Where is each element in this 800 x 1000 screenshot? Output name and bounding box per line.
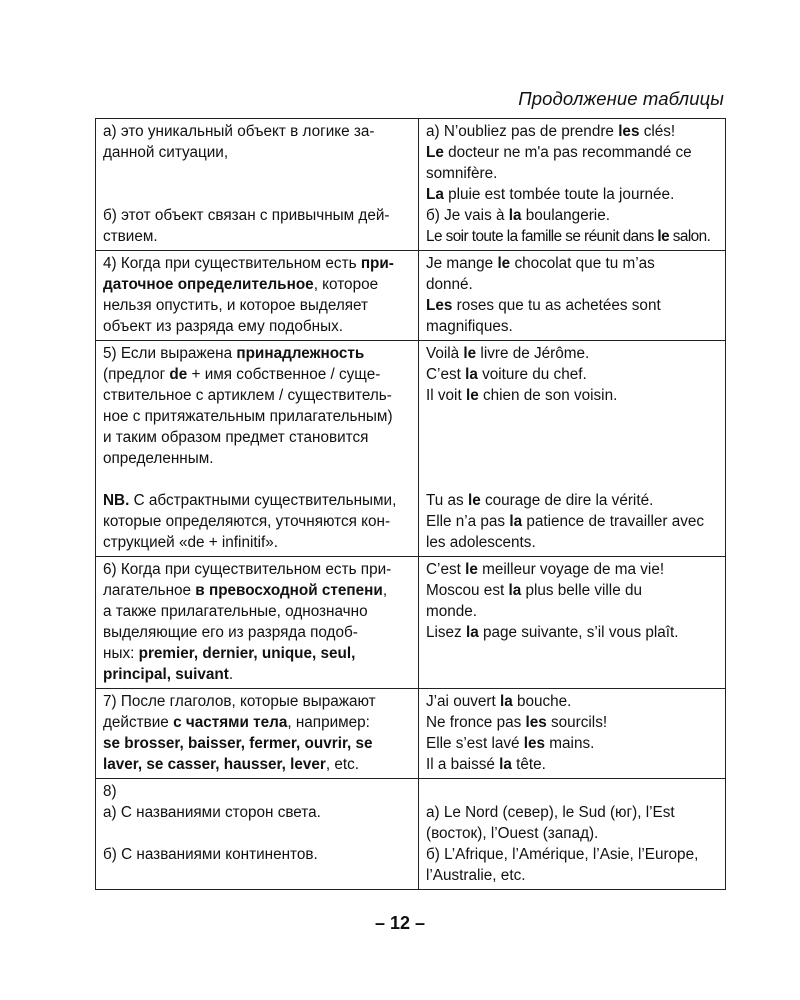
text-line [426,121,719,142]
text-line [103,532,412,553]
text-segment: courage de dire la vérité. [480,492,654,509]
text-segment: а) С названиями сторон света. [103,804,321,821]
text-line [426,559,719,580]
table-row [96,557,726,689]
text-line [426,205,719,226]
text-segment: действие [103,714,174,731]
bold-term: la [508,207,522,224]
line-spacer [426,448,719,469]
bold-term: принадлежность [236,345,365,362]
line-spacer [103,163,412,184]
rule-cell [96,689,419,779]
text-segment: mains. [545,735,595,752]
bold-term: le [497,255,511,272]
text-segment: Lisez [426,624,466,641]
text-line [103,316,412,337]
text-line [103,253,412,274]
text-segment: tête. [511,756,546,773]
text-segment: , например: [287,714,370,731]
text-segment: chien de son voisin. [478,387,618,404]
text-line [103,559,412,580]
article-rules-table [95,118,726,890]
text-segment: patience de travailler avec [522,513,705,530]
text-line [103,274,412,295]
line-spacer [103,823,412,844]
bold-term: NB. [103,492,130,509]
text-segment: Elle n’a pas [426,513,510,530]
text-line [426,142,719,163]
example-cell [419,251,726,341]
text-line [426,226,719,247]
text-segment: chocolat que tu m’as [510,255,655,272]
table-continuation-caption: Продолжение таблицы [518,88,724,109]
bold-term: la [499,756,512,773]
rule-cell [96,341,419,557]
text-line [103,364,412,385]
text-line [426,754,719,775]
text-segment: clés! [639,123,676,140]
bold-term: la [509,513,523,530]
text-segment: ствительное с артиклем / существитель- [103,387,392,404]
text-segment: Ne fronce pas [426,714,526,731]
text-segment: voiture du chef. [477,366,587,383]
text-segment: Le soir toute la famille se réunit dans [426,228,658,245]
line-spacer [426,427,719,448]
text-line [426,532,719,553]
text-segment: Voilà [426,345,464,362]
text-line [103,622,412,643]
text-segment: а) это уникальный объект в логике за- [103,123,375,140]
bold-term: даточное определительное [103,276,314,293]
text-line [426,163,719,184]
text-line [426,601,719,622]
text-segment: meilleur voyage de ma vie! [477,561,665,578]
text-line [103,295,412,316]
bold-term: laver, se casser, hausser, lever [103,756,326,773]
page-number: – 12 – [374,913,426,933]
text-segment: б) L’Afrique, l’Amérique, l’Asie, l’Europe, [426,846,699,863]
table-row [96,779,726,890]
text-line [426,865,719,886]
text-segment: sourcils! [546,714,608,731]
bold-term: Les [426,297,453,314]
text-segment: bouche. [512,693,572,710]
bold-term: le [465,561,478,578]
text-line [103,427,412,448]
text-line [426,823,719,844]
text-segment: . [228,666,234,683]
text-line [103,664,412,685]
bold-term: le [463,345,477,362]
rule-cell [96,557,419,689]
text-segment: J’ai ouvert [426,693,500,710]
rule-cell [96,119,419,251]
text-segment: струкцией «de + infinitif». [103,534,279,551]
bold-term: с частями тела [173,714,288,731]
bold-term: La [426,186,444,203]
bold-term: les [523,735,546,752]
text-line [103,712,412,733]
text-line [103,343,412,364]
text-segment: ствием. [103,228,158,245]
text-segment: l’Australie, etc. [426,867,526,884]
text-segment: , которое [313,276,379,293]
text-segment: лагательное [103,582,196,599]
line-spacer [426,406,719,427]
example-cell [419,689,726,779]
text-segment: ных: [103,645,139,662]
text-line [426,343,719,364]
text-segment: б) этот объект связан с привычным дей- [103,207,390,224]
bold-term: при- [360,255,394,272]
bold-term: le [465,387,479,404]
text-segment: нельзя опустить, и которое выделяет [103,297,369,314]
bold-term: premier, dernier, unique, seul, [138,645,356,662]
text-segment: 6) Когда при существительном есть при- [103,561,392,578]
bold-term: la [499,693,513,710]
line-spacer [426,469,719,490]
text-line [103,226,412,247]
text-segment: которые определяются, уточняются кон- [103,513,391,530]
text-segment: plus belle ville du [521,582,642,599]
text-segment: и таким образом предмет становится [103,429,369,446]
example-cell [419,341,726,557]
text-segment: б) С названиями континентов. [103,846,318,863]
text-segment: livre de Jérôme. [476,345,590,362]
text-segment: les adolescents. [426,534,536,551]
example-cell [419,119,726,251]
text-segment: (предлог [103,366,170,383]
line-spacer [426,781,719,802]
text-segment: Il a baissé [426,756,500,773]
text-line [426,385,719,406]
text-segment: boulangerie. [521,207,610,224]
bold-term: se brosser, baisser, fermer, ouvrir, se [103,735,373,752]
text-segment: (восток), l’Ouest (запад). [426,825,599,842]
text-segment: Elle s’est lavé [426,735,524,752]
text-line [426,253,719,274]
text-segment: C’est [426,561,466,578]
text-line [426,364,719,385]
text-segment: ное с притяжательным прилагательным) [103,408,393,425]
rule-cell [96,251,419,341]
bold-term: le [657,228,670,245]
text-segment: б) Je vais à [426,207,509,224]
text-line [426,844,719,865]
bold-term: la [508,582,522,599]
text-segment: , etc. [325,756,359,773]
text-line [103,385,412,406]
text-line [426,511,719,532]
text-segment: + имя собственное / суще- [187,366,381,383]
bold-term: la [465,624,479,641]
text-line [426,184,719,205]
text-segment: объект из разряда ему подобных. [103,318,343,335]
bold-term: Le [426,144,444,161]
bold-term: в превосходной степени [195,582,383,599]
text-segment: выделяющие его из разряда подоб- [103,624,358,641]
text-segment: Il voit [426,387,466,404]
text-segment: monde. [426,603,478,620]
text-segment: somnifère. [426,165,498,182]
text-segment: , [382,582,388,599]
text-segment: С абстрактными существительными, [129,492,397,509]
text-segment: 7) После глаголов, которые выражают [103,693,376,710]
text-line [426,802,719,823]
bold-term: le [467,492,481,509]
text-segment: 8) [103,783,117,800]
text-line [426,691,719,712]
text-line [103,844,412,865]
table-row [96,119,726,251]
bold-term: de [169,366,188,383]
text-line [103,691,412,712]
text-line [426,316,719,337]
text-segment: Moscou est [426,582,509,599]
line-spacer [103,184,412,205]
text-line [426,580,719,601]
text-line [426,490,719,511]
text-segment: roses que tu as achetées sont [452,297,661,314]
text-line [103,448,412,469]
bold-term: les [618,123,640,140]
text-segment: 5) Если выражена [103,345,237,362]
text-segment: C’est [426,366,466,383]
example-cell [419,557,726,689]
text-line [103,580,412,601]
text-line [103,406,412,427]
text-line [103,601,412,622]
text-segment: pluie est tombée toute la journée. [443,186,675,203]
text-line [426,295,719,316]
line-spacer [103,469,412,490]
text-segment: magnifiques. [426,318,513,335]
text-segment: а также прилагательные, однозначно [103,603,368,620]
text-line [426,733,719,754]
text-line [103,781,412,802]
text-segment: 4) Когда при существительном есть [103,255,361,272]
text-line [103,490,412,511]
text-segment: page suivante, s’il vous plaît. [478,624,679,641]
text-segment: salon. [669,228,711,245]
text-line [426,622,719,643]
text-segment: Je mange [426,255,498,272]
text-segment: donné. [426,276,473,293]
text-line [426,274,719,295]
text-line [426,712,719,733]
table-row [96,251,726,341]
text-line [103,754,412,775]
text-line [103,733,412,754]
text-segment: Tu as [426,492,468,509]
text-line [103,121,412,142]
text-segment: a) Le Nord (север), le Sud (юг), l’Est [426,804,675,821]
text-segment: docteur ne m'a pas recommandé ce [443,144,692,161]
text-line [103,142,412,163]
table-row [96,341,726,557]
text-line [103,511,412,532]
text-line [103,205,412,226]
bold-term: la [465,366,478,383]
example-cell [419,779,726,890]
text-segment: a) N’oubliez pas de prendre [426,123,619,140]
text-segment: данной ситуации, [103,144,229,161]
bold-term: les [525,714,547,731]
text-line [103,802,412,823]
bold-term: principal, suivant [103,666,229,683]
rule-cell [96,779,419,890]
table-row [96,689,726,779]
text-line [103,643,412,664]
text-segment: определенным. [103,450,214,467]
